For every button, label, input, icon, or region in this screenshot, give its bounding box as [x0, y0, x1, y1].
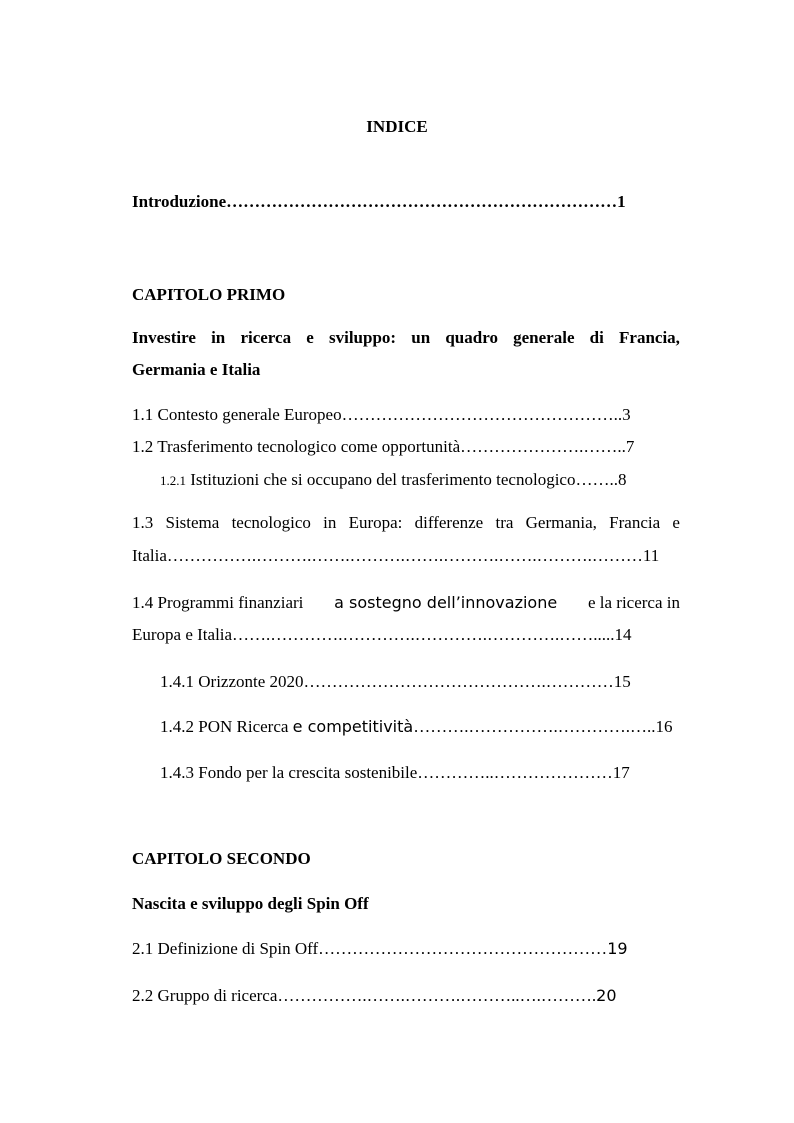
toc-entry-1-2-1	[160, 469, 680, 492]
toc-entry-1-3-line-2: Italia…………….……….…….……….…….……….…….……….………11	[132, 546, 660, 565]
entry-word: Germania,	[525, 513, 597, 532]
heading-word: quadro	[445, 328, 498, 347]
toc-entry-1-1: 1.1 Contesto generale Europeo…………………………………………..3	[132, 405, 631, 424]
toc-entry-1-4-1: 1.4.1 Orizzonte 2020…………………………………….…………15	[160, 672, 631, 691]
toc-entry-page: 20	[596, 986, 617, 1005]
entry-segment: a sostegno dell’innovazione	[334, 593, 558, 612]
toc-entry-2-1	[132, 938, 680, 960]
chapter-1-heading-line-2: Germania e Italia	[132, 360, 261, 379]
heading-word: e	[306, 328, 314, 347]
toc-entry-1-4-line-1	[132, 592, 680, 614]
toc-entry-1-2: 1.2 Trasferimento tecnologico come opportunità………………….……..7	[132, 437, 635, 456]
entry-word: in	[323, 513, 337, 532]
heading-word: generale	[513, 328, 575, 347]
entry-word: e	[672, 513, 680, 532]
chapter-2-heading: Nascita e sviluppo degli Spin Off	[132, 894, 369, 913]
heading-word: Francia,	[619, 328, 680, 347]
toc-entry-1-4-3: 1.4.3 Fondo per la crescita sostenibile…………..…………………17	[160, 763, 630, 782]
heading-word: Investire	[132, 328, 196, 347]
toc-entry-introduzione: Introduzione……………………………………………………………1	[132, 192, 626, 211]
entry-word: 1.3	[132, 513, 154, 532]
entry-segment: e la ricerca in	[587, 593, 680, 612]
page-title: INDICE	[366, 117, 428, 136]
entry-word: tecnologico	[231, 513, 311, 532]
heading-word: un	[411, 328, 431, 347]
heading-word: di	[589, 328, 604, 347]
entry-segment: ……….…………….………….…..16	[413, 717, 673, 736]
chapter-1-heading-line-1	[132, 327, 680, 349]
entry-word: Francia	[609, 513, 661, 532]
entry-segment: 1.4.2 PON Ricerca	[160, 717, 289, 736]
chapter-2-label: CAPITOLO SECONDO	[132, 849, 311, 868]
toc-entry-text: 2.2 Gruppo di ricerca…………….…….……….………..….……….	[132, 986, 597, 1005]
toc-entry-1-4-2	[160, 716, 680, 738]
toc-entry-2-2	[132, 985, 680, 1007]
toc-entry-number: 1.2.1	[160, 473, 186, 488]
heading-word: sviluppo:	[328, 328, 397, 347]
entry-word: Europa:	[348, 513, 403, 532]
entry-segment: e competitività	[292, 717, 414, 736]
entry-segment: 1.4 Programmi finanziari	[132, 593, 304, 612]
entry-word: differenze	[414, 513, 484, 532]
toc-entry-1-3-line-1	[132, 512, 680, 534]
heading-word: ricerca	[240, 328, 292, 347]
toc-entry-1-4-line-2: Europa e Italia…….………….………….………….………….…….....14	[132, 625, 632, 644]
entry-word: Sistema	[165, 513, 220, 532]
chapter-1-label: CAPITOLO PRIMO	[132, 285, 286, 304]
entry-word: tra	[495, 513, 514, 532]
toc-entry-text: Istituzioni che si occupano del trasferimento tecnologico……..8	[186, 470, 627, 489]
toc-entry-text: 2.1 Definizione di Spin Off……………………………………………	[132, 939, 608, 958]
toc-entry-page: 19	[607, 939, 628, 958]
heading-word: in	[211, 328, 226, 347]
